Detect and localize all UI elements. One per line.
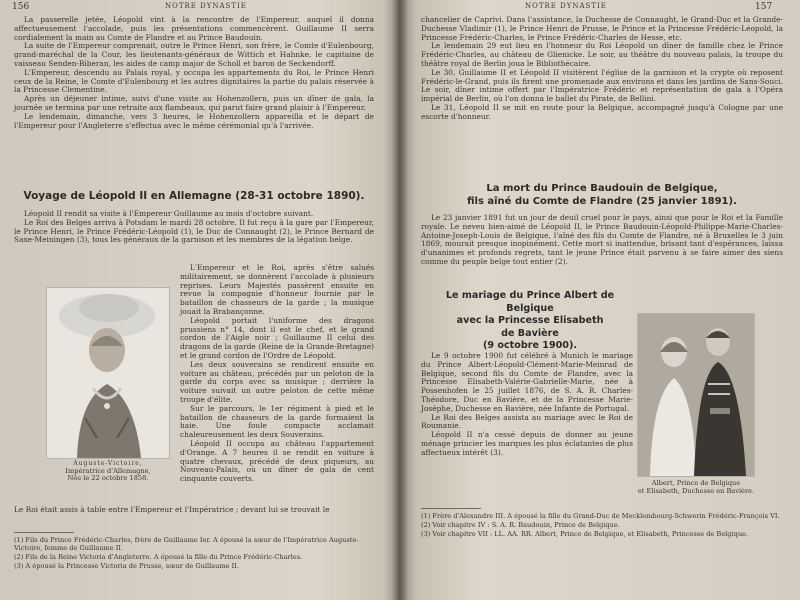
- footnote: (3) A épousé la Princesse Victoria de Prusse, sœur de Guillaume II.: [14, 562, 239, 570]
- left-page-number: 156: [12, 2, 30, 12]
- right-page: [405, 0, 800, 600]
- right-intro-text: [421, 16, 783, 122]
- paragraph: Léopold II n'a cessé depuis de donner au jeune ménage princier les marques les plus éclatantes de plus affectueux intérêt (3).: [421, 430, 633, 457]
- right-footnotes: [421, 512, 783, 539]
- paragraph: Le 31, Léopold II se mit en route pour la Belgique, accompagné jusqu'à Cologne par une escorte d'honneur.: [421, 102, 783, 121]
- section-heading-voyage: Voyage de Léopold II en Allemagne (28-31 octobre 1890).: [23, 190, 365, 202]
- caption-title: Impératrice d'Allemagne,: [65, 466, 151, 475]
- paragraph: Léopold II rendit sa visite à l'Empereur Guillaume au mois d'octobre suivant.: [24, 209, 314, 218]
- heading-line: Le mariage du Prince Albert de Belgique: [445, 290, 615, 314]
- portrait-empress-illustration: [47, 288, 169, 458]
- portrait-empress-caption: [46, 460, 170, 483]
- paragraph: Le Roi était assis à table entre l'Empereur et l'Impératrice ; devant lui se trouvait le: [14, 505, 330, 514]
- portrait-couple-caption: [637, 480, 755, 495]
- caption-name: Auguste-Victoire,: [73, 460, 143, 467]
- caption-line: et Elisabeth, Duchesse en Bavière.: [637, 486, 755, 495]
- paragraph: chancelier de Caprivi. Dans l'assistance, la Duchesse de Connaught, le Grand-Duc et la Grande-Duchesse Vladimir (1), le Prince Henri de Prusse, le Prince et la Princesse Frédéric-Léopold, la Princesse Frédéric-Charles, le Prince Frédéric-Charles de Hesse, etc.: [421, 15, 783, 42]
- footnote-rule: [14, 532, 74, 533]
- heading-line: avec la Princesse Elisabeth: [456, 315, 604, 326]
- left-footnotes: [14, 536, 374, 571]
- portrait-couple-illustration: [638, 314, 754, 476]
- footnote: (1) Fils du Prince Frédéric-Charles, frère de Guillaume Ier. A épousé la sœur de l'Impératrice Auguste-Victoire, femme de Guillaume II.: [14, 536, 359, 552]
- footnote: (1) Frère d'Alexandre III. A épousé la fille du Grand-Duc de Mecklembourg-Schwerin Frédéric-François VI.: [421, 512, 780, 520]
- right-section1-text: [421, 214, 783, 267]
- paragraph: Sur le parcours, le 1er régiment à pied et le bataillon de chasseurs de la garde formaient la haie. Une foule compacte acclamait chaleureusement les deux Souverains.: [180, 403, 374, 440]
- paragraph: L'Empereur et le Roi, après s'être salués militairement, se donnèrent l'accolade à plusieurs reprises. Leurs Majestés passèrent ensuite en revue la compagnie d'honneur fournie par le bataillon de chasseurs de la garde ; la musique jouait la Brabançonne.: [180, 263, 374, 316]
- footnote-rule: [421, 508, 481, 509]
- right-section2-text: [421, 352, 633, 458]
- heading-line: fils aîné du Comte de Flandre (25 janvier 1891).: [467, 196, 737, 207]
- paragraph: Après un déjeuner intime, suivi d'une visite au Hohenzollern, puis un dîner de gala, la journée se termina par une retraite aux flambeaux, qui parut faire grand plaisir à l'Empereur.: [14, 94, 374, 112]
- paragraph: L'Empereur, descendu au Palais royal, y occupa les appartements du Roi, le Prince Henri ceux de la Reine, le Comte d'Eulenbourg et les autres dignitaires la partie du palais réservée à la Princesse Clementine.: [14, 67, 374, 95]
- right-page-number: 157: [755, 2, 773, 12]
- left-column-text: [180, 264, 374, 484]
- footnote: (2) Fils de la Reine Victoria d'Angleterre. A épousé la fille du Prince Frédéric-Charles.: [14, 553, 303, 561]
- portrait-couple-photo: [637, 313, 755, 477]
- paragraph: Le 30, Guillaume II et Léopold II visitèrent l'église de la garnison et la crypte où reposent Frédéric-le-Grand, puis ils firent une promenade aux environs et dans les jardins de Sans-Souci. Le soir, dîner intime offert par l'Impératrice Frédéric et représentation de gala à l'Opéra impérial de Berlin, où l'on donna le ballet du Pirate, de Bellini.: [421, 67, 783, 104]
- paragraph: La passerelle jetée, Léopold vint à la rencontre de l'Empereur, auquel il donna affectueusement l'accolade, puis les présentations commencèrent. Guillaume II serra cordialement la main au Comte de Flandre et au Prince Baudouin.: [14, 15, 374, 42]
- footnote: (3) Voir chapitre VII : LL. AA. RR. Albert, Prince de Belgique, et Elisabeth, Princesse de Belgique.: [421, 530, 749, 538]
- paragraph: Le 9 octobre 1900 fut célébré à Munich le mariage du Prince Albert-Léopold-Clément-Marie-Meinrad de Belgique, second fils du Comte de Flandre, avec la Princesse Elisabeth-Valérie-Gabrielle-Marie, née à Possenhofen le 25 juillet 1876, de S. A. R. Charles-Théodore, Duc en Bavière, et de la Princesse Marie-Joséphe, Duchesse en Bavière, née Infante de Portugal.: [421, 351, 633, 413]
- paragraph: Le lendemain, dimanche, vers 3 heures, le Hohenzollern appareilla et le départ de l'Empereur pour l'Angleterre s'effectua avec le même cérémonial qu'à l'arrivée.: [14, 111, 374, 130]
- portrait-empress-photo: [46, 287, 170, 459]
- left-intro-text: [14, 16, 374, 130]
- section-heading-mariage: [421, 290, 639, 353]
- paragraph: Léopold II occupa au château l'appartement d'Orange. A 7 heures il se rendit en voiture à quatre chevaux, précédé de deux piqueurs, au Nouveau-Palais, où un dîner de gala de cent cinquante couverts.: [180, 438, 374, 484]
- section-heading-baudouin: [421, 182, 783, 208]
- left-page: [0, 0, 395, 600]
- heading-line: de Bavière: [501, 327, 559, 339]
- paragraph: Le Roi des Belges assista au mariage avec le Roi de Roumanie.: [421, 412, 633, 431]
- paragraph: Le Roi des Belges arriva à Potsdam le mardi 28 octobre. Il fut reçu à la gare par l'Empereur, le Prince Henri, le Prince Frédéric-Léopold (1), le Duc de Connaught (2), le Prince Bernard de Saxe-Meiningen (3), tous les généraux de la garnison et les membres de la légation belge.: [14, 217, 374, 245]
- left-running-head: NOTRE DYNASTIE: [165, 2, 247, 10]
- left-bottom-text: [14, 506, 374, 515]
- paragraph: Le 23 janvier 1891 fut un jour de deuil cruel pour le pays, ainsi que pour le Roi et la Famille royale. Le neveu bien-aimé de Léopold II, le Prince Baudouin-Léopold-Philippe-Marie-Charles-Antoine-Joseph-Louis de Belgique, l'aîné des fils du Comte de Flandre, né à Bruxelles le 3 juin 1869, mourait presque inopinément. Cette mort si inattendue, brisant tant d'espérances, laissa d'unanimes et profonds regrets, tant le jeune Prince était parvenu à se faire aimer des siens comme du peuple belge tout entier (2).: [421, 213, 783, 266]
- paragraph: Le lendemain 29 eut lieu en l'honneur du Roi Léopold un dîner de famille chez le Prince Frédéric-Charles, au château de Glienicke. Le soir, au théâtre du nouveau palais, la troupe du théâtre royal de Berlin joua le Bibliothécaire.: [421, 41, 783, 68]
- paragraph: La suite de l'Empereur comprenait, outre le Prince Henri, son frère, le Comte d'Eulenbourg, grand-maréchal de la Cour, les lieutenants-généraux de Wittich et Hahnke, le capitaine de vaisseau Senden-Biberan, les aides de camp major de Scholl et baron de Seckendorff.: [14, 41, 374, 68]
- left-section-top-text: [14, 210, 374, 245]
- heading-line: La mort du Prince Baudouin de Belgique,: [486, 183, 718, 194]
- paragraph: Les deux souverains se rendirent ensuite en voiture au château, précédés par un peloton de la garde du corps avec sa musique ; derrière la voiture suivait un autre peloton de cette même troupe d'élite.: [180, 359, 374, 404]
- caption-line: Albert, Prince de Belgique: [651, 479, 741, 487]
- right-running-head: NOTRE DYNASTIE: [525, 2, 607, 10]
- paragraph: Léopold portait l'uniforme des dragons prussiens n° 14, dont il est le chef, et le grand cordon de l'Aigle noir ; Guillaume II celui des dragons de la garde (Reine de la Grande-Bretagne) et le grand cordon de l'Ordre de Léopold.: [180, 315, 374, 360]
- footnote: (2) Voir chapitre IV : S. A. R. Baudouin, Prince de Belgique.: [421, 521, 620, 529]
- heading-line: (9 octobre 1900).: [482, 340, 578, 351]
- caption-date: Née le 22 octobre 1858.: [67, 474, 149, 483]
